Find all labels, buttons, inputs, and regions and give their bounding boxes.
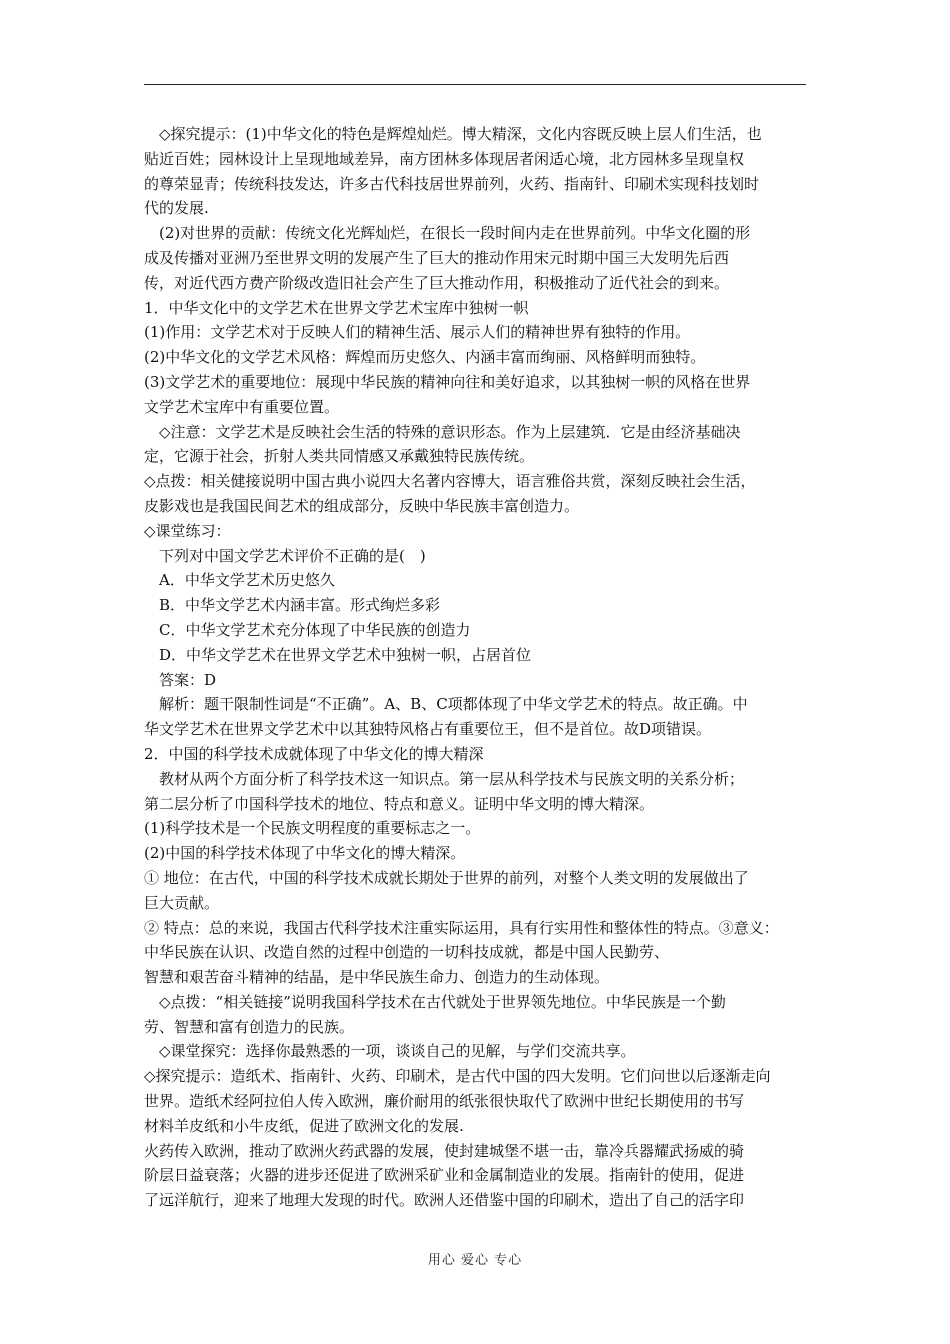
- text-line: 劳、智慧和富有创造力的民族。: [144, 1017, 355, 1036]
- text-line: ◇课堂练习：: [144, 521, 231, 540]
- text-line: ◇课堂探究：选择你最熟悉的一项，谈谈自己的见解，与学们交流共享。: [159, 1042, 636, 1061]
- page-footer: 用心 爱心 专心: [427, 1253, 523, 1268]
- text-line: (3)文学艺术的重要地位：展现中华民族的精神向往和美好追求，以其独树一帜的风格在世界: [144, 372, 751, 391]
- document-body: [144, 122, 810, 1213]
- text-line: ◇注意：文学艺术是反映社会生活的特殊的意识形态。作为上层建筑．它是由经济基础决: [159, 422, 741, 441]
- text-line: (2)对世界的贡献：传统文化光辉灿烂，在很长一段时间内走在世界前列。中华文化圈的形: [159, 224, 751, 243]
- text-line: 巨大贡献。: [144, 893, 220, 912]
- text-line: ② 特点：总的来说，我国古代科学技术注重实际运用，具有行实用性和整体性的特点。③意义：: [144, 918, 779, 937]
- option-d: D．中华文学艺术在世界文学艺术中独树一帜，占居首位: [159, 645, 532, 664]
- text-line: ① 地位：在古代，中国的科学技术成就长期处于世界的前列，对整个人类文明的发展做出了: [144, 868, 749, 887]
- text-line: (1)作用：文学艺术对于反映人们的精神生活、展示人们的精神世界有独特的作用。: [144, 323, 691, 342]
- text-line: ◇探究提示：造纸术、指南针、火药、印刷术，是古代中国的四大发明。它们问世以后逐渐走向: [144, 1067, 771, 1086]
- text-line: 教材从两个方面分析了科学技术这一知识点。第一层从科学技术与民族文明的关系分析；: [159, 769, 745, 788]
- text-line: ◇探究提示：(1)中华文化的特色是辉煌灿烂。博大精深，文化内容既反映上层人们生活，也: [159, 125, 762, 143]
- text-line: 定，它源于社会，折射人类共同情感又承戴独特民族传统。: [144, 447, 535, 466]
- text-line: 华文学艺术在世界文学艺术中以其独特风格占有重要位王，但不是首位。故D项错误。: [144, 720, 712, 739]
- option-a: A．中华文学艺术历史悠久: [159, 571, 335, 590]
- text-line: 阶层日益衰落；火器的进步还促进了欧洲采矿业和金属制造业的发展。指南针的使用，促进: [144, 1166, 745, 1185]
- text-line: 世界。造纸术经阿拉伯人传入欧洲，廉价耐用的纸张很快取代了欧洲中世纪长期使用的书写: [144, 1092, 745, 1111]
- text-line: 智慧和艰苦奋斗精神的结晶，是中华民族生命力、创造力的生动体现。: [144, 968, 610, 987]
- option-c: C．中华文学艺术充分体现了中华民族的创造力: [159, 620, 471, 639]
- text-line: 成及传播对亚洲乃至世界文明的发展产生了巨大的推动作用宋元时期中国三大发明先后西: [144, 248, 730, 267]
- text-line: 皮影戏也是我国民间艺术的组成部分，反映中华民族丰富创造力。: [144, 496, 580, 515]
- option-b: B．中华文学艺术内涵丰富。形式绚烂多彩: [159, 596, 441, 615]
- text-line: ◇点拨：相关健接说明中国古典小说四大名著内容博大，语言雅俗共赏，深刻反映社会生活，: [144, 472, 756, 491]
- text-line: 第二层分析了巾国科学技术的地位、特点和意义。证明中华文明的博大精深。: [144, 794, 655, 813]
- text-line: (2)中国的科学技术体现了中华文化的博大精深。: [144, 844, 466, 863]
- section-heading: 2．中国的科学技术成就体现了中华文化的博大精深: [144, 744, 484, 763]
- question-stem: 下列对中国文学艺术评价不正确的是( ): [159, 546, 426, 565]
- text-line: (2)中华文化的文学艺术风格：辉煌而历史悠久、内涵丰富而绚丽、风格鲜明而独特。: [144, 348, 706, 367]
- text-line: 代的发展.: [144, 199, 209, 218]
- text-line: 文学艺术宝库中有重要位置。: [144, 397, 340, 416]
- text-line: 解析：题干限制性词是“不正确”。A、B、C项都体现了中华文学艺术的特点。故正确。中: [159, 695, 748, 714]
- text-line: 了远洋航行，迎来了地理大发现的时代。欧洲人还借鉴中国的印刷术，造出了自己的活字印: [144, 1191, 745, 1210]
- section-heading: 1．中华文化中的文学艺术在世界文学艺术宝库中独树一帜: [144, 298, 529, 317]
- text-line: 贴近百姓；园林设计上呈现地域差异，南方团林多体现居者闲适心境，北方园林多呈现皇权: [144, 149, 745, 168]
- text-line: 材料羊皮纸和小牛皮纸，促进了欧洲文化的发展.: [144, 1116, 464, 1135]
- header-rule: [144, 84, 806, 85]
- text-line: 中华民族在认识、改造自然的过程中创造的一切科技成就，都是中国人民勤劳、: [144, 943, 670, 962]
- text-line: 火药传入欧洲，推动了欧洲火药武器的发展，使封建城堡不堪一击，靠冷兵器耀武扬威的骑: [144, 1141, 745, 1160]
- text-line: ◇点拨：“相关链接”说明我国科学技术在古代就处于世界领先地位。中华民族是一个勤: [159, 992, 726, 1011]
- text-line: 传，对近代西方费产阶级改造旧社会产生了巨大推动作用，积极推动了近代社会的到来。: [144, 273, 730, 292]
- text-line: 的尊荣显青；传统科技发达，许多古代科技居世界前列，火药、指南针、印刷术实现科技划时: [144, 174, 760, 193]
- text-line: (1)科学技术是一个民族文明程度的重要标志之一。: [144, 819, 481, 838]
- answer-line: 答案：D: [159, 670, 217, 689]
